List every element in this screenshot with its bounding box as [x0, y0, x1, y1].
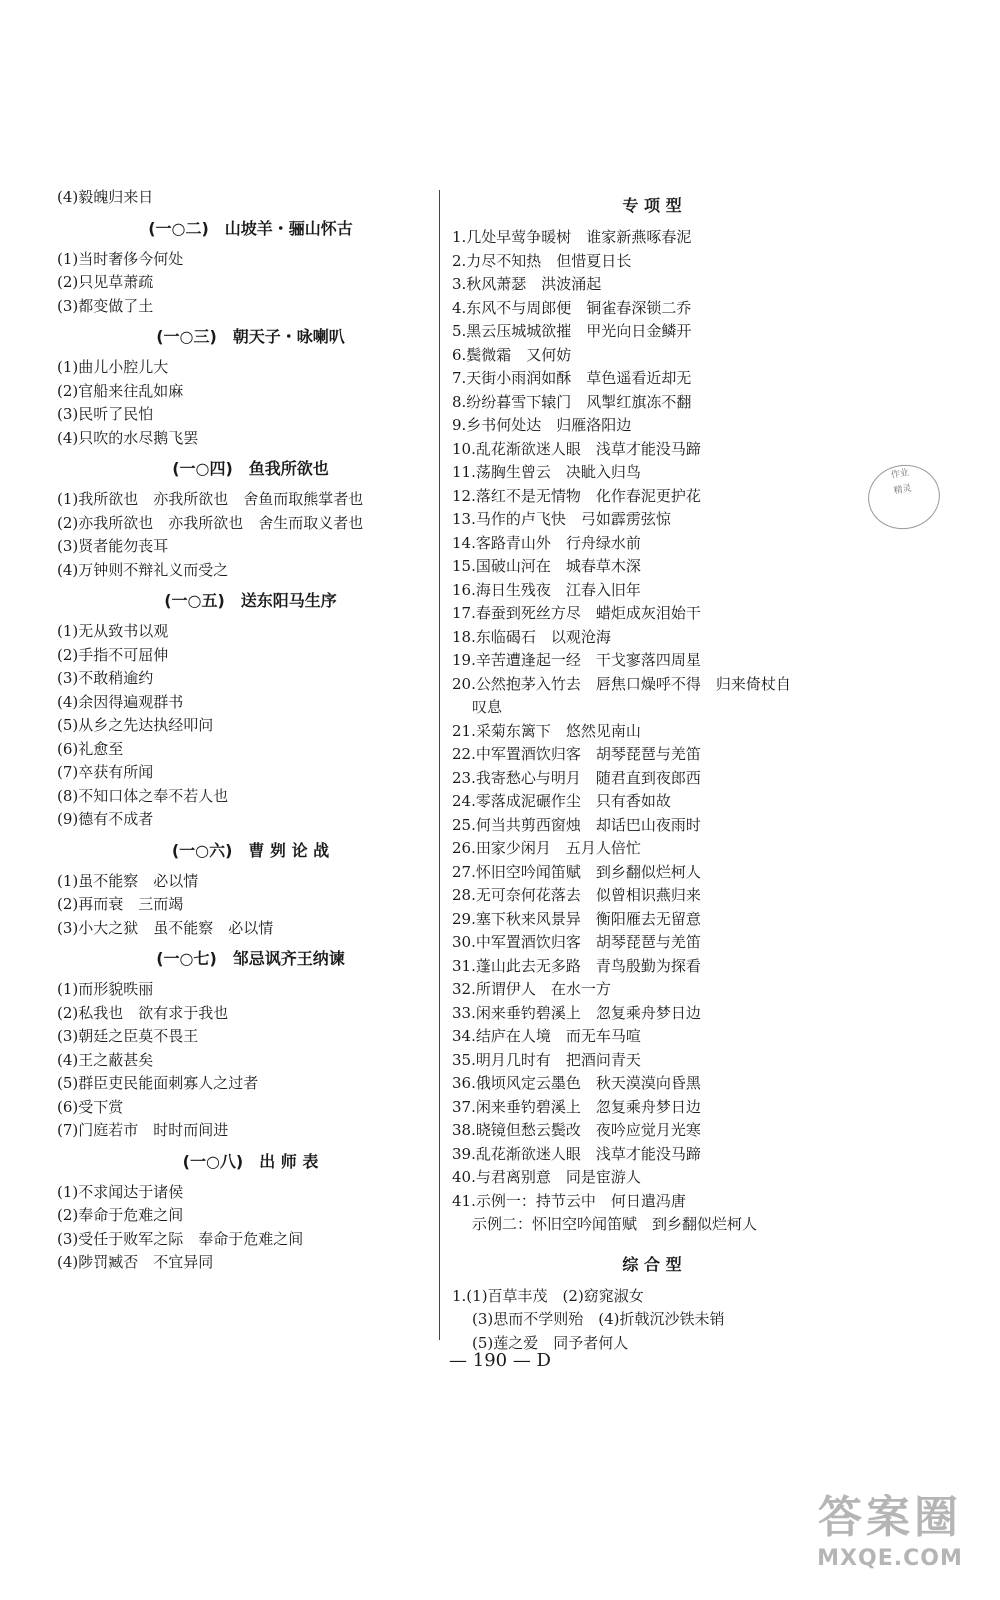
answer-line: 25.何当共剪西窗烛 却话巴山夜雨时 — [452, 815, 701, 834]
answer-line: 12.落红不是无情物 化作春泥更护花 — [452, 486, 701, 505]
watermark-logo — [790, 1490, 990, 1572]
answer-line: 叹息 — [472, 698, 503, 716]
answer-line: (1)曲儿小腔儿大 — [57, 358, 169, 376]
answer-line: 36.俄顷风定云墨色 秋天漠漠向昏黑 — [452, 1074, 701, 1092]
answer-line: (1)虽不能察 必以情 — [57, 871, 199, 890]
answer-line: (3)小大之狱 虽不能察 必以情 — [57, 918, 274, 937]
answer-line: (3)民听了民怕 — [57, 405, 154, 423]
answer-line: 33.闲来垂钓碧溪上 忽复乘舟梦日边 — [452, 1003, 701, 1022]
answer-line: 32.所谓伊人 在水一方 — [452, 980, 611, 998]
answer-line: (5)群臣吏民能面刺寡人之过者 — [57, 1074, 259, 1092]
answer-line: (7)门庭若市 时时而间进 — [57, 1121, 229, 1139]
section-title: (一○八) 出 师 表 — [182, 1151, 319, 1171]
answer-line: 13.马作的卢飞快 弓如霹雳弦惊 — [452, 510, 671, 528]
answer-line: 6.鬓微霜 又何妨 — [452, 345, 572, 364]
answer-line: (2)私我也 欲有求于我也 — [57, 1003, 229, 1022]
section-title: (一○三) 朝天子・咏喇叭 — [156, 327, 345, 346]
answer-line: (3)朝廷之臣莫不畏王 — [57, 1027, 199, 1045]
answer-line: (4)王之蔽甚矣 — [57, 1050, 154, 1069]
answer-line: (1)不求闻达于诸侯 — [57, 1182, 184, 1201]
answer-line: (4)毅魄归来日 — [57, 188, 154, 206]
answer-line: 26.田家少闲月 五月人倍忙 — [452, 839, 641, 857]
answer-line: 20.公然抱茅入竹去 唇焦口燥呼不得 归来倚杖自 — [452, 674, 791, 693]
answer-line: (6)礼愈至 — [57, 739, 124, 758]
page-number: — 190 — D — [449, 1350, 551, 1371]
answer-line: 19.辛苦遭逢起一经 干戈寥落四周星 — [452, 651, 701, 669]
section-title: (一○四) 鱼我所欲也 — [172, 459, 329, 478]
answer-line: (6)受下赏 — [57, 1097, 124, 1116]
right-column — [452, 186, 852, 1355]
answer-line: 29.塞下秋来风景异 衡阳雁去无留意 — [452, 909, 701, 928]
column-divider — [439, 190, 440, 1340]
answer-line: 30.中军置酒饮归客 胡琴琵琶与羌笛 — [452, 933, 701, 951]
answer-line: 示例二：怀旧空吟闻笛赋 到乡翻似烂柯人 — [472, 1215, 758, 1233]
answer-line: (2)再而衰 三而竭 — [57, 895, 184, 913]
answer-line: 23.我寄愁心与明月 随君直到夜郎西 — [452, 768, 701, 787]
answer-line: (2)手指不可屈伸 — [57, 645, 169, 664]
answer-line: 2.力尽不知热 但惜夏日长 — [452, 251, 632, 270]
answer-line: 1.几处早莺争暖树 谁家新燕啄春泥 — [452, 228, 692, 246]
answer-line: 27.怀旧空吟闻笛赋 到乡翻似烂柯人 — [452, 862, 701, 881]
answer-line: 14.客路青山外 行舟绿水前 — [452, 533, 641, 552]
answer-line: 41.示例一：持节云中 何日遣冯唐 — [452, 1191, 686, 1210]
answer-line: (3)贤者能勿丧耳 — [57, 537, 169, 555]
watermark-text: 答案圈 — [818, 1492, 962, 1543]
answer-line: 4.东风不与周郎便 铜雀春深锁二乔 — [452, 298, 692, 317]
answer-line: 9.乡书何处达 归雁洛阳边 — [452, 416, 632, 434]
answer-line: 38.晓镜但愁云鬓改 夜吟应觉月光寒 — [452, 1121, 701, 1139]
answer-line: (5)莲之爱 同予者何人 — [472, 1333, 629, 1352]
section-title: (一○七) 邹忌讽齐王纳谏 — [156, 949, 345, 968]
answer-line: (2)奉命于危难之间 — [57, 1206, 184, 1224]
section-title: (一○六) 曹 刿 论 战 — [171, 840, 330, 860]
answer-line: 15.国破山河在 城春草木深 — [452, 557, 641, 575]
stamp-text: 精灵 — [893, 483, 913, 497]
answer-line: (1)当时奢侈今何处 — [57, 249, 184, 268]
answer-line: (3)不敢稍逾约 — [57, 669, 154, 687]
section-title: (一○二) 山坡羊・骊山怀古 — [148, 218, 353, 238]
answer-line: 11.荡胸生曾云 决眦入归鸟 — [452, 463, 641, 481]
section-title: 专 项 型 — [622, 196, 682, 215]
answer-line: 40.与君离别意 同是宦游人 — [452, 1168, 641, 1186]
answer-line: (9)德有不成者 — [57, 810, 154, 828]
answer-line: 18.东临碣石 以观沧海 — [452, 627, 611, 646]
answer-line: 22.中军置酒饮归客 胡琴琵琶与羌笛 — [452, 745, 701, 763]
answer-line: 28.无可奈何花落去 似曾相识燕归来 — [452, 886, 701, 904]
answer-line: (3)思而不学则殆 (4)折戟沉沙铁未销 — [472, 1310, 725, 1328]
watermark-url: MXQE.COM — [817, 1546, 963, 1571]
answer-line: 34.结庐在人境 而无车马喧 — [452, 1027, 641, 1045]
answer-line: (5)从乡之先达执经叩问 — [57, 716, 214, 734]
answer-line: (2)只见草萧疏 — [57, 273, 154, 291]
answer-line: 7.天街小雨润如酥 草色遥看近却无 — [452, 369, 692, 387]
answer-line: (2)官船来往乱如麻 — [57, 381, 184, 400]
answer-line: 1.(1)百草丰茂 (2)窈窕淑女 — [452, 1286, 644, 1305]
answer-line: 10.乱花渐欲迷人眼 浅草才能没马蹄 — [452, 439, 701, 458]
answer-line: (1)无从致书以观 — [57, 622, 169, 640]
answer-line: 31.蓬山此去无多路 青鸟殷勤为探看 — [452, 956, 701, 975]
answer-line: 5.黑云压城城欲摧 甲光向日金鳞开 — [452, 322, 692, 340]
answer-line: (2)亦我所欲也 亦我所欲也 舍生而取义者也 — [57, 513, 364, 532]
answer-line: 37.闲来垂钓碧溪上 忽复乘舟梦日边 — [452, 1097, 701, 1116]
answer-line: (1)我所欲也 亦我所欲也 舍鱼而取熊掌者也 — [57, 490, 364, 508]
answer-line: 17.春蚕到死丝方尽 蜡炬成灰泪始干 — [452, 604, 701, 622]
answer-line: 39.乱花渐欲迷人眼 浅草才能没马蹄 — [452, 1144, 701, 1163]
answer-line: (4)余因得遍观群书 — [57, 692, 184, 711]
answer-line: 3.秋风萧瑟 洪波涌起 — [452, 275, 602, 293]
answer-line: (8)不知口体之奉不若人也 — [57, 786, 229, 805]
answer-line: (4)只吹的水尽鹅飞罢 — [57, 428, 199, 447]
answer-line: 21.采菊东篱下 悠然见南山 — [452, 721, 641, 740]
left-column — [57, 186, 432, 1275]
answer-line: 24.零落成泥碾作尘 只有香如故 — [452, 792, 671, 810]
answer-line: 8.纷纷暮雪下辕门 风掣红旗冻不翻 — [452, 392, 692, 411]
stamp-text: 作业 — [890, 467, 910, 481]
stamp-seal — [863, 459, 945, 535]
section-title: 综 合 型 — [622, 1254, 682, 1274]
answer-line: 16.海日生残夜 江春入旧年 — [452, 580, 641, 599]
answer-line: (4)万钟则不辩礼义而受之 — [57, 560, 229, 579]
answer-line: (7)卒获有所闻 — [57, 763, 154, 781]
answer-line: 35.明月几时有 把酒问青天 — [452, 1050, 641, 1069]
answer-line: (4)陟罚臧否 不宜异同 — [57, 1253, 214, 1271]
section-title: (一○五) 送东阳马生序 — [164, 591, 337, 610]
answer-line: (3)都变做了土 — [57, 296, 154, 315]
answer-line: (3)受任于败军之际 奉命于危难之间 — [57, 1229, 304, 1248]
answer-line: (1)而形貌昳丽 — [57, 980, 154, 998]
